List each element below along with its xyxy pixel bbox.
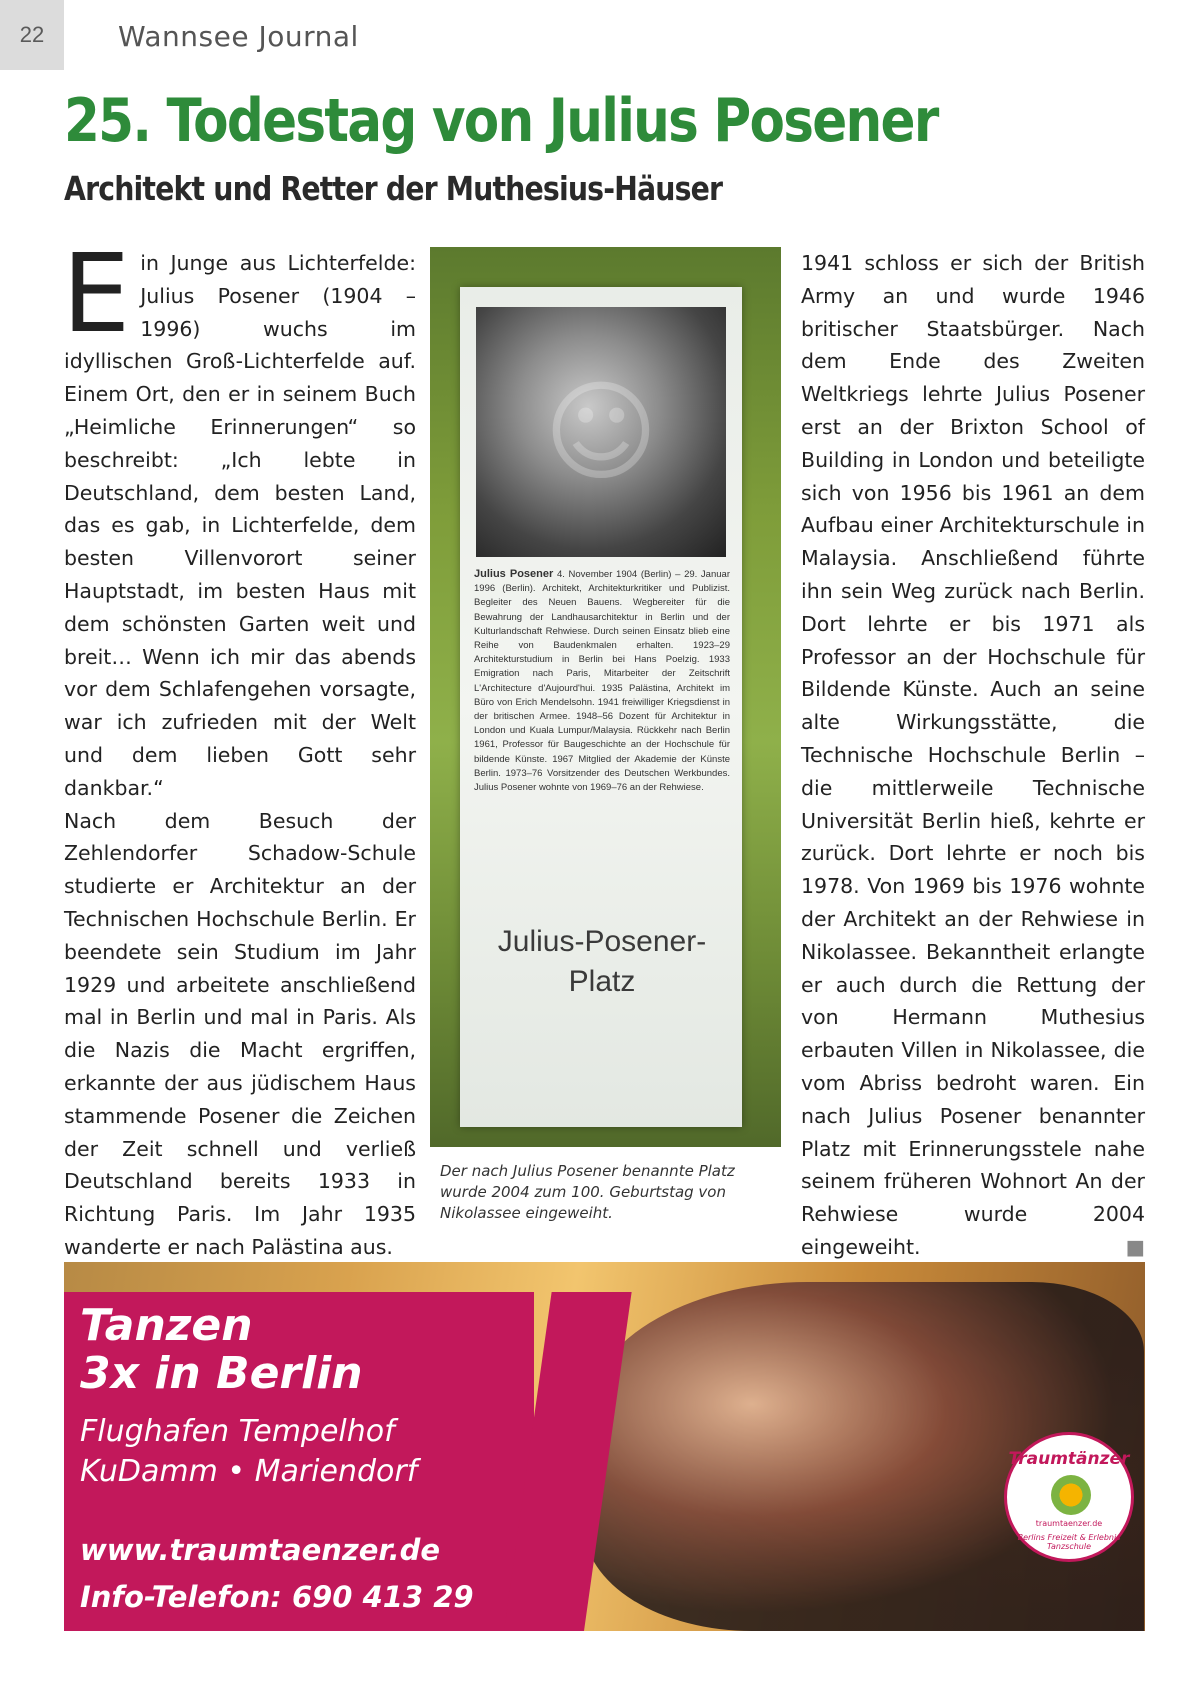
page-number: 22 [0,0,64,70]
logo-tagline: Berlins Freizeit & Erlebnis Tanzschule [1017,1533,1121,1551]
photo-caption: Der nach Julius Posener benannte Platz wurde 2004 zum 100. Geburtstag von Nikolassee eingeweiht. [440,1162,735,1222]
ad-location-line-1: Flughafen Tempelhof [80,1414,395,1449]
stele-photo [430,247,781,1147]
stele-bio [474,567,730,795]
ad-location-line-2: KuDamm • Mariendorf [80,1454,418,1489]
ad-website-link[interactable]: www.traumtaenzer.de [80,1533,441,1567]
drop-cap: E [62,232,131,357]
dancer-figure-icon [1051,1475,1091,1515]
plaque-line-2: Platz [568,965,636,998]
ad-phone: Info-Telefon: 690 413 29 [80,1580,474,1614]
article-headline: 25. Todestag von Julius Posener [64,86,938,156]
dance-school-ad[interactable] [64,1262,1145,1631]
traumtaenzer-logo [1004,1432,1134,1562]
logo-name: Traumtänzer [1008,1449,1130,1469]
journal-name: Wannsee Journal [118,20,359,53]
plaque-line-1: Julius-Posener- [497,925,707,958]
end-mark-icon: ■ [1125,1234,1145,1259]
plaque-text [474,922,730,1002]
ad-title-line-2: 3x in Berlin [80,1348,363,1399]
stele-name: Julius Posener [474,568,554,580]
article-right-column [801,247,1145,1264]
person-icon: ☺ [543,368,659,496]
logo-url: traumtaenzer.de [1035,1519,1103,1528]
ad-title-line-1: Tanzen [80,1300,253,1351]
article-paragraph-2: Nach dem Besuch der Zehlendorfer Schadow-Schule studierte er Architektur an der Technischen Hochschule Berlin. Er beendete sein Studium im Jahr 1929 und arbeitete anschließend mal in Berlin und mal in Paris. Als die Nazis die Macht ergriffen, erkannte der aus jüdischem Haus stammende Posener die Zeichen der Zeit schnell und verließ Deutschland bereits 1933 in Richtung Paris. Im Jahr 1935 wanderte er nach Palästina aus. [64,808,416,1259]
ad-locations [80,1412,417,1492]
portrait-photo [476,307,726,557]
article-left-column [62,232,416,1264]
ad-title [80,1302,363,1398]
stele-bio-text: 4. November 1904 (Berlin) – 29. Januar 1996 (Berlin). Architekt, Architekturkritiker und Publizist. Begleiter des Neuen Bauens. Wegbereiter für die Bewahrung der Landhausarchitektur in Berlin und der Kulturlandschaft Rehwiese. Durch seinen Einsatz blieb eine Reihe von Baudenkmalen erhalten. 1923–29 Architekturstudium in Berlin bei Hans Poelzig. 1933 Emigration nach Paris, Mitarbeiter der Zeitschrift L'Architecture d'Aujourd'hui. 1935 Palästina, Architekt im Büro von Erich Mendelsohn. 1941 freiwilliger Kriegsdienst in der britischen Armee. 1948–56 Dozent für Architektur in London und Kuala Lumpur/Malaysia. Rückkehr nach Berlin 1961, Professor für Baugeschichte an der Hochschule für bildende Künste. 1967 Mitglied der Akademie der Künste Berlin. 1973–76 Vorsitzender des Deutschen Werkbundes. Julius Posener wohnte von 1969–76 an der Rehwiese. [474,569,730,794]
article-subheadline: Architekt und Retter der Muthesius-Häuser [64,169,723,208]
article-paragraph-1: in Junge aus Lichterfelde: Julius Posener (1904 – 1996) wuchs im idyllischen Groß-Lichterfelde auf. Einem Ort, den er in seinem Buch „Heimliche Erinnerungen“ so beschreibt: „Ich lebte in Deutschland, dem besten Land, das es gab, in Lichterfelde, dem besten Villenvorort seiner Hauptstadt, im besten Haus mit dem schönsten Garten weit und breit… Wenn ich mir das abends vor dem Schlafengehen vorsagte, war ich zufrieden mit der Welt und dem lieben Gott sehr dankbar.“ [64,251,416,800]
article-paragraph-3 [801,247,1145,1264]
article-paragraph-3-text: 1941 schloss er sich der British Army an und wurde 1946 britischer Staatsbürger. Nach dem Ende des Zweiten Weltkriegs lehrte Julius Posener erst an der Brixton School of Building in London und beteiligte sich von 1956 bis 1961 an dem Aufbau einer Architekturschule in Malaysia. Anschließend führte ihn sein Weg zurück nach Berlin. Dort lehrte er bis 1971 als Professor an der Hochschule für Bildende Künste. Auch an seine alte Wirkungsstätte, die Technische Hochschule Berlin – die mittlerweile Technische Universität Berlin hieß, kehrte er zurück. Dort lehrte er noch bis 1978. Von 1969 bis 1976 wohnte der Architekt an der Rehwiese in Nikolassee. Bekanntheit erlangte er auch durch die Rettung der von Hermann Muthesius erbauten Villen in Nikolassee, die vom Abriss bedroht waren. Ein nach Julius Posener benannter Platz mit Erinnerungsstele nahe seinem früheren Wohnort An der Rehwiese wurde 2004 eingeweiht. [801,251,1145,1259]
